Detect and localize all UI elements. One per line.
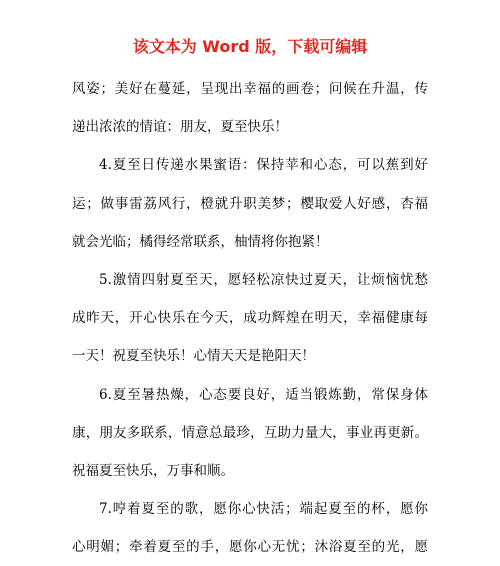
text-line: 祝福夏至快乐，万事和顺。 [72, 462, 234, 479]
text-line: 一天！祝夏至快乐！心情天天是艳阳天！ [72, 348, 315, 365]
document-header [0, 36, 500, 58]
text-line: 6.夏至暑热燥，心态要良好，适当锻炼勤，常保身体 [99, 386, 428, 403]
text-line: 风姿；美好在蔓延，呈现出幸福的画卷；问候在升温，传 [72, 81, 428, 97]
header-title: 该文本为 Word 版，下载可编辑 [132, 37, 368, 56]
text-line: 5.激情四射夏至天，愿轻松凉快过夏天，让烦恼忧愁 [99, 271, 428, 288]
text-line: 康，朋友多联系，情意总最珍，互助力量大，事业再更新。 [72, 424, 428, 441]
text-line: 心明媚；牵着夏至的手，愿你心无忧；沐浴夏至的光，愿 [72, 539, 428, 556]
text-line: 就会光临；橘得经常联系，柚情将你抱紧！ [72, 233, 329, 250]
document-body [72, 70, 428, 566]
text-line: 7.哼着夏至的歌，愿你心快活；端起夏至的杯，愿你 [99, 501, 428, 518]
text-line: 运；做事雷荔风行，橙就升职美梦；樱取爱人好感，杏福 [72, 195, 428, 212]
text-line: 递出浓浓的情谊：朋友，夏至快乐！ [72, 119, 288, 136]
text-line: 成昨天，开心快乐在今天，成功辉煌在明天，幸福健康每 [72, 310, 428, 327]
text-line: 4.夏至日传递水果蜜语：保持苹和心态，可以蕉到好 [99, 157, 428, 174]
